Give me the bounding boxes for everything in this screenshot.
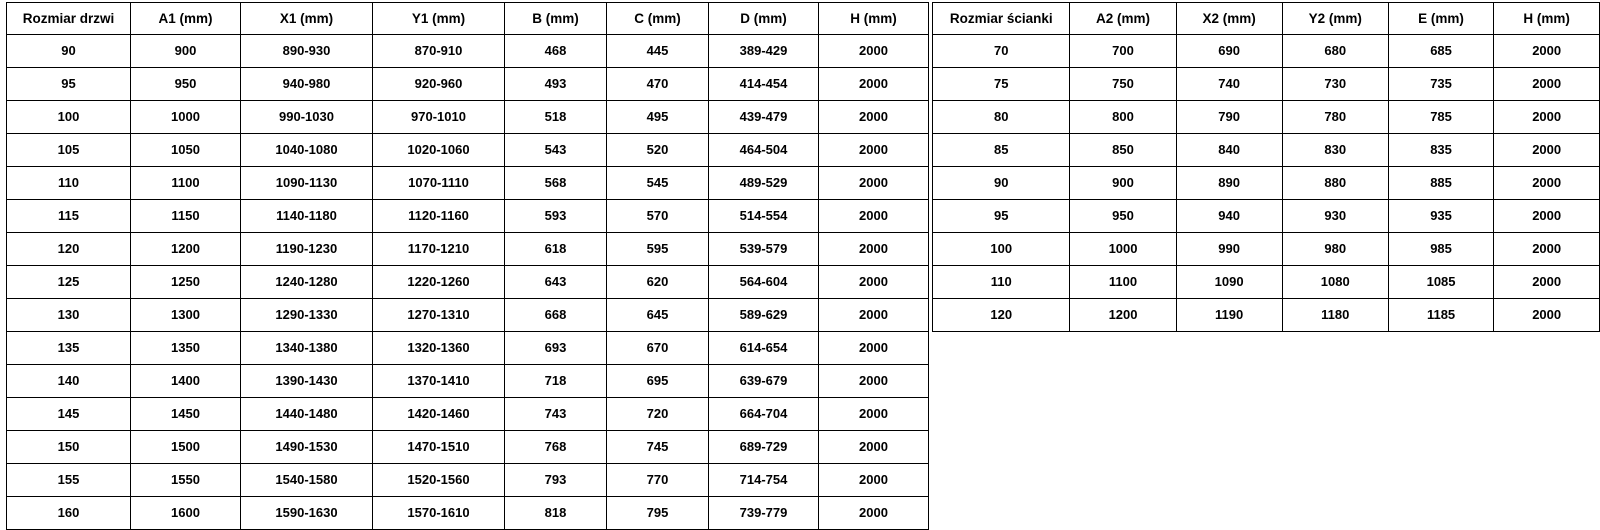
table-cell: 870-910	[373, 35, 505, 68]
table-row	[7, 35, 929, 68]
table-cell: 543	[505, 134, 607, 167]
table-row	[7, 299, 929, 332]
table-cell: 735	[1388, 68, 1494, 101]
table-cell: 100	[933, 233, 1070, 266]
table-row	[7, 365, 929, 398]
table-cell: 1085	[1388, 266, 1494, 299]
table-cell: 2000	[819, 464, 929, 497]
table-row	[933, 101, 1600, 134]
table-cell: 720	[607, 398, 709, 431]
table-cell: 2000	[819, 299, 929, 332]
table-cell: 495	[607, 101, 709, 134]
table-cell: 645	[607, 299, 709, 332]
table-cell: 1520-1560	[373, 464, 505, 497]
column-header: X2 (mm)	[1176, 3, 1282, 35]
table-cell: 1040-1080	[241, 134, 373, 167]
table-cell: 980	[1282, 233, 1388, 266]
table-cell: 730	[1282, 68, 1388, 101]
table-row	[7, 332, 929, 365]
table-cell: 2000	[819, 101, 929, 134]
table-cell: 489-529	[709, 167, 819, 200]
table-cell: 2000	[1494, 101, 1600, 134]
table-cell: 900	[131, 35, 241, 68]
column-header: A2 (mm)	[1070, 3, 1176, 35]
table-row	[7, 266, 929, 299]
table-header-row	[7, 3, 929, 35]
table-cell: 589-629	[709, 299, 819, 332]
table-cell: 1190-1230	[241, 233, 373, 266]
table-cell: 464-504	[709, 134, 819, 167]
table-cell: 740	[1176, 68, 1282, 101]
table-cell: 105	[7, 134, 131, 167]
table-cell: 595	[607, 233, 709, 266]
table-cell: 1290-1330	[241, 299, 373, 332]
table-cell: 70	[933, 35, 1070, 68]
table-cell: 1440-1480	[241, 398, 373, 431]
table-row	[7, 431, 929, 464]
table-cell: 2000	[819, 134, 929, 167]
table-row	[933, 167, 1600, 200]
table-cell: 2000	[819, 68, 929, 101]
table-cell: 1080	[1282, 266, 1388, 299]
table-row	[7, 167, 929, 200]
doors-table-header	[7, 3, 929, 35]
table-cell: 850	[1070, 134, 1176, 167]
table-cell: 2000	[1494, 266, 1600, 299]
table-cell: 790	[1176, 101, 1282, 134]
column-header: E (mm)	[1388, 3, 1494, 35]
table-cell: 693	[505, 332, 607, 365]
table-cell: 890-930	[241, 35, 373, 68]
table-cell: 135	[7, 332, 131, 365]
table-row	[933, 35, 1600, 68]
table-cell: 120	[933, 299, 1070, 332]
table-cell: 840	[1176, 134, 1282, 167]
table-cell: 835	[1388, 134, 1494, 167]
table-cell: 95	[933, 200, 1070, 233]
table-cell: 414-454	[709, 68, 819, 101]
table-cell: 568	[505, 167, 607, 200]
table-cell: 110	[933, 266, 1070, 299]
table-cell: 85	[933, 134, 1070, 167]
table-cell: 2000	[819, 200, 929, 233]
table-cell: 1340-1380	[241, 332, 373, 365]
column-header: H (mm)	[1494, 3, 1600, 35]
column-header: X1 (mm)	[241, 3, 373, 35]
table-cell: 800	[1070, 101, 1176, 134]
table-cell: 940	[1176, 200, 1282, 233]
table-cell: 2000	[819, 35, 929, 68]
table-row	[7, 497, 929, 530]
table-cell: 1540-1580	[241, 464, 373, 497]
column-header: B (mm)	[505, 3, 607, 35]
table-cell: 1500	[131, 431, 241, 464]
table-cell: 2000	[819, 365, 929, 398]
table-cell: 160	[7, 497, 131, 530]
table-cell: 1220-1260	[373, 266, 505, 299]
table-cell: 750	[1070, 68, 1176, 101]
table-cell: 2000	[1494, 299, 1600, 332]
table-cell: 1600	[131, 497, 241, 530]
table-cell: 145	[7, 398, 131, 431]
table-cell: 1020-1060	[373, 134, 505, 167]
table-cell: 95	[7, 68, 131, 101]
table-cell: 130	[7, 299, 131, 332]
table-cell: 564-604	[709, 266, 819, 299]
table-cell: 1140-1180	[241, 200, 373, 233]
walls-table-header	[933, 3, 1600, 35]
table-cell: 664-704	[709, 398, 819, 431]
walls-dimensions-table	[932, 2, 1600, 332]
table-cell: 618	[505, 233, 607, 266]
table-row	[7, 200, 929, 233]
table-cell: 793	[505, 464, 607, 497]
table-cell: 115	[7, 200, 131, 233]
table-cell: 445	[607, 35, 709, 68]
table-cell: 2000	[819, 167, 929, 200]
table-cell: 714-754	[709, 464, 819, 497]
table-cell: 2000	[1494, 134, 1600, 167]
table-header-row	[933, 3, 1600, 35]
table-cell: 990-1030	[241, 101, 373, 134]
table-cell: 935	[1388, 200, 1494, 233]
table-cell: 2000	[819, 431, 929, 464]
table-cell: 770	[607, 464, 709, 497]
table-cell: 920-960	[373, 68, 505, 101]
table-cell: 680	[1282, 35, 1388, 68]
table-cell: 745	[607, 431, 709, 464]
table-cell: 2000	[819, 266, 929, 299]
table-cell: 539-579	[709, 233, 819, 266]
table-cell: 140	[7, 365, 131, 398]
table-cell: 1090-1130	[241, 167, 373, 200]
table-cell: 668	[505, 299, 607, 332]
table-cell: 1000	[131, 101, 241, 134]
table-row	[933, 200, 1600, 233]
table-cell: 1180	[1282, 299, 1388, 332]
table-cell: 1200	[1070, 299, 1176, 332]
column-header: C (mm)	[607, 3, 709, 35]
table-cell: 1390-1430	[241, 365, 373, 398]
table-cell: 468	[505, 35, 607, 68]
table-cell: 768	[505, 431, 607, 464]
table-cell: 780	[1282, 101, 1388, 134]
table-cell: 950	[131, 68, 241, 101]
table-cell: 75	[933, 68, 1070, 101]
table-cell: 690	[1176, 35, 1282, 68]
column-header: Y1 (mm)	[373, 3, 505, 35]
table-cell: 1320-1360	[373, 332, 505, 365]
table-cell: 2000	[1494, 68, 1600, 101]
table-cell: 90	[7, 35, 131, 68]
table-cell: 1150	[131, 200, 241, 233]
table-row	[7, 134, 929, 167]
column-header: H (mm)	[819, 3, 929, 35]
table-cell: 90	[933, 167, 1070, 200]
table-cell: 593	[505, 200, 607, 233]
table-cell: 700	[1070, 35, 1176, 68]
table-row	[7, 101, 929, 134]
table-cell: 2000	[1494, 35, 1600, 68]
table-cell: 970-1010	[373, 101, 505, 134]
table-cell: 890	[1176, 167, 1282, 200]
table-cell: 830	[1282, 134, 1388, 167]
table-cell: 155	[7, 464, 131, 497]
column-header: Rozmiar drzwi	[7, 3, 131, 35]
table-cell: 900	[1070, 167, 1176, 200]
table-cell: 2000	[819, 332, 929, 365]
table-row	[933, 68, 1600, 101]
table-cell: 670	[607, 332, 709, 365]
table-cell: 1570-1610	[373, 497, 505, 530]
table-cell: 1240-1280	[241, 266, 373, 299]
table-cell: 739-779	[709, 497, 819, 530]
table-cell: 1300	[131, 299, 241, 332]
table-cell: 1370-1410	[373, 365, 505, 398]
column-header: D (mm)	[709, 3, 819, 35]
table-cell: 930	[1282, 200, 1388, 233]
table-cell: 1550	[131, 464, 241, 497]
table-cell: 125	[7, 266, 131, 299]
table-cell: 695	[607, 365, 709, 398]
table-cell: 2000	[1494, 233, 1600, 266]
table-cell: 1170-1210	[373, 233, 505, 266]
table-cell: 718	[505, 365, 607, 398]
table-cell: 620	[607, 266, 709, 299]
table-row	[933, 266, 1600, 299]
table-cell: 1420-1460	[373, 398, 505, 431]
table-cell: 520	[607, 134, 709, 167]
table-row	[933, 134, 1600, 167]
table-cell: 1490-1530	[241, 431, 373, 464]
table-cell: 743	[505, 398, 607, 431]
table-row	[7, 233, 929, 266]
table-cell: 643	[505, 266, 607, 299]
table-cell: 940-980	[241, 68, 373, 101]
table-cell: 1270-1310	[373, 299, 505, 332]
table-cell: 1050	[131, 134, 241, 167]
table-cell: 80	[933, 101, 1070, 134]
walls-table-container	[932, 2, 1600, 332]
table-cell: 514-554	[709, 200, 819, 233]
table-cell: 493	[505, 68, 607, 101]
table-cell: 1090	[1176, 266, 1282, 299]
column-header: A1 (mm)	[131, 3, 241, 35]
table-cell: 950	[1070, 200, 1176, 233]
table-cell: 639-679	[709, 365, 819, 398]
table-cell: 1000	[1070, 233, 1176, 266]
table-cell: 100	[7, 101, 131, 134]
table-cell: 110	[7, 167, 131, 200]
table-cell: 985	[1388, 233, 1494, 266]
table-cell: 1190	[1176, 299, 1282, 332]
table-cell: 2000	[819, 398, 929, 431]
table-row	[933, 299, 1600, 332]
table-cell: 1590-1630	[241, 497, 373, 530]
column-header: Rozmiar ścianki	[933, 3, 1070, 35]
table-cell: 470	[607, 68, 709, 101]
walls-table-body	[933, 35, 1600, 332]
table-cell: 1200	[131, 233, 241, 266]
table-cell: 1400	[131, 365, 241, 398]
table-cell: 1470-1510	[373, 431, 505, 464]
doors-table-container	[6, 2, 929, 530]
table-cell: 1120-1160	[373, 200, 505, 233]
table-cell: 439-479	[709, 101, 819, 134]
table-cell: 1450	[131, 398, 241, 431]
column-header: Y2 (mm)	[1282, 3, 1388, 35]
table-cell: 120	[7, 233, 131, 266]
table-cell: 795	[607, 497, 709, 530]
table-cell: 1100	[1070, 266, 1176, 299]
table-cell: 2000	[1494, 200, 1600, 233]
table-cell: 2000	[1494, 167, 1600, 200]
table-cell: 150	[7, 431, 131, 464]
table-row	[7, 398, 929, 431]
table-cell: 518	[505, 101, 607, 134]
table-cell: 885	[1388, 167, 1494, 200]
doors-table-body	[7, 35, 929, 530]
table-row	[7, 464, 929, 497]
table-cell: 990	[1176, 233, 1282, 266]
table-cell: 1185	[1388, 299, 1494, 332]
table-cell: 1350	[131, 332, 241, 365]
doors-dimensions-table	[6, 2, 929, 530]
table-cell: 2000	[819, 233, 929, 266]
table-cell: 389-429	[709, 35, 819, 68]
table-cell: 1250	[131, 266, 241, 299]
table-row	[933, 233, 1600, 266]
table-cell: 545	[607, 167, 709, 200]
table-cell: 570	[607, 200, 709, 233]
table-cell: 1100	[131, 167, 241, 200]
table-cell: 689-729	[709, 431, 819, 464]
table-row	[7, 68, 929, 101]
table-cell: 2000	[819, 497, 929, 530]
table-cell: 818	[505, 497, 607, 530]
table-cell: 880	[1282, 167, 1388, 200]
table-cell: 785	[1388, 101, 1494, 134]
table-cell: 685	[1388, 35, 1494, 68]
table-cell: 614-654	[709, 332, 819, 365]
table-cell: 1070-1110	[373, 167, 505, 200]
